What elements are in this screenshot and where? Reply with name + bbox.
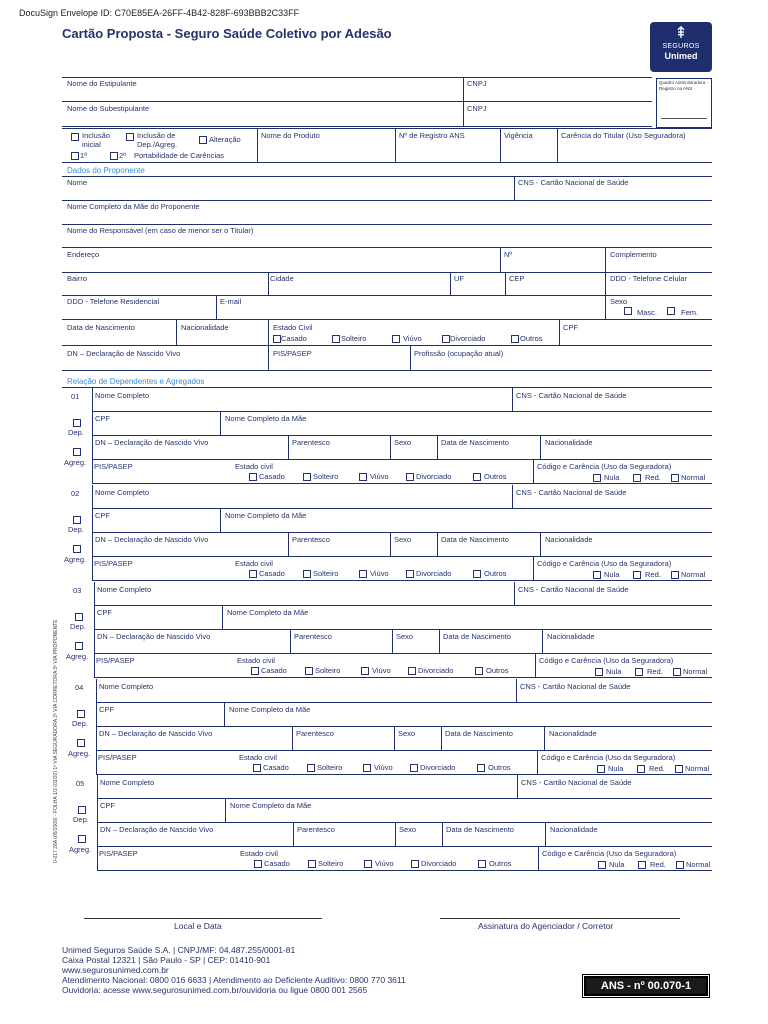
dep-nome-mae-label: Nome Completo da Mãe — [225, 511, 307, 520]
dep-cns-label: CNS - Cartão Nacional de Saúde — [518, 585, 629, 594]
dep-checkbox[interactable] — [75, 613, 83, 621]
dep-viuvo-checkbox[interactable] — [359, 473, 367, 481]
dep-sexo-label: Sexo — [394, 438, 412, 447]
dep-viuvo-label: Viúvo — [370, 472, 389, 481]
normal-label: Normal — [685, 764, 710, 773]
dep-divorciado-label: Divorciado — [420, 763, 456, 772]
dep-solteiro-checkbox[interactable] — [307, 764, 315, 772]
dep-label: Dep. — [68, 525, 84, 534]
dep-dn-label: DN – Declaração de Nascido Vivo — [95, 535, 209, 544]
cep-label: CEP — [509, 274, 525, 283]
dep-outros-label: Outros — [489, 859, 512, 868]
ans-box-label: Quadro Administradora - Registro na ANS — [659, 80, 709, 91]
dep-solteiro-label: Solteiro — [315, 666, 341, 675]
nula-checkbox[interactable] — [598, 861, 606, 869]
dep-parentesco-label: Parentesco — [292, 438, 330, 447]
proponente-nome-label: Nome — [67, 178, 88, 187]
dep-parentesco-label: Parentesco — [296, 729, 334, 738]
dep-outros-checkbox[interactable] — [473, 473, 481, 481]
dep-nascimento-label: Data de Nascimento — [443, 632, 511, 641]
dep-casado-checkbox[interactable] — [249, 473, 257, 481]
dep-label: Dep. — [72, 719, 88, 728]
dep-pis-label: PIS/PASEP — [96, 656, 135, 665]
agreg-label: Agreg. — [64, 555, 87, 564]
nascimento-label: Data de Nascimento — [67, 323, 135, 332]
second-label: 2ª — [119, 151, 126, 160]
dep-cpf-label: CPF — [95, 511, 110, 520]
dep-casado-label: Casado — [261, 666, 287, 675]
dep-divorciado-checkbox[interactable] — [408, 667, 416, 675]
dep-viuvo-checkbox[interactable] — [359, 570, 367, 578]
ans-number-badge: ANS - nº 00.070-1 — [584, 976, 708, 996]
dep-parentesco-label: Parentesco — [294, 632, 332, 641]
dep-sexo-label: Sexo — [396, 632, 414, 641]
red-checkbox[interactable] — [638, 861, 646, 869]
inclusao-dep-checkbox[interactable] — [126, 133, 134, 141]
dep-nascimento-label: Data de Nascimento — [441, 535, 509, 544]
proponente-section-title: Dados do Proponente — [67, 166, 145, 175]
divorciado-label: Divorciado — [450, 334, 486, 343]
dep-solteiro-label: Solteiro — [318, 859, 344, 868]
dep-sexo-label: Sexo — [398, 729, 416, 738]
dep-solteiro-label: Solteiro — [313, 472, 339, 481]
dep-nacionalidade-label: Nacionalidade — [550, 825, 598, 834]
dep-divorciado-checkbox[interactable] — [406, 473, 414, 481]
dep-checkbox[interactable] — [73, 419, 81, 427]
red-checkbox[interactable] — [633, 474, 641, 482]
agreg-label: Agreg. — [66, 652, 89, 661]
red-label: Red. — [647, 667, 663, 676]
normal-label: Normal — [681, 570, 706, 579]
first-label: 1ª — [80, 151, 87, 160]
dep-dn-label: DN – Declaração de Nascido Vivo — [95, 438, 209, 447]
dep-divorciado-label: Divorciado — [418, 666, 454, 675]
ddd-celular-label: DDD - Telefone Celular — [610, 274, 687, 283]
normal-checkbox[interactable] — [676, 861, 684, 869]
cnpj-subestipulante-label: CNPJ — [467, 104, 487, 113]
local-data-label: Local e Data — [174, 921, 222, 931]
dep-estado-civil-label: Estado civil — [235, 559, 273, 568]
second-checkbox[interactable] — [110, 152, 118, 160]
red-label: Red. — [649, 764, 665, 773]
footer-ouvidoria: Ouvidoria: acesse www.segurosunimed.com.br/ouvidoria ou ligue 0800 001 2565 — [62, 985, 368, 995]
unimed-logo-icon: ⇞ — [674, 25, 688, 42]
red-label: Red. — [645, 473, 661, 482]
dep-cns-label: CNS - Cartão Nacional de Saúde — [521, 778, 632, 787]
proponente-nome-mae-label: Nome Completo da Mãe do Proponente — [67, 202, 200, 211]
dep-cpf-label: CPF — [97, 608, 112, 617]
dependente-number: 04 — [75, 683, 84, 692]
dep-casado-label: Casado — [263, 763, 289, 772]
nula-label: Nula — [604, 570, 620, 579]
dep-outros-label: Outros — [484, 472, 507, 481]
dep-solteiro-checkbox[interactable] — [303, 473, 311, 481]
logo-line1: SEGUROS — [662, 43, 700, 50]
inclusao-dep-label: Inclusão de Dep./Agreg. — [137, 131, 178, 149]
inclusao-inicial-label: Inclusão inicial — [82, 131, 110, 149]
dep-outros-label: Outros — [484, 569, 507, 578]
estipulante-label: Nome do Estipulante — [67, 79, 137, 88]
sexo-label: Sexo — [610, 297, 628, 306]
uf-label: UF — [454, 274, 464, 283]
dep-casado-checkbox[interactable] — [254, 860, 262, 868]
dep-casado-checkbox[interactable] — [253, 764, 261, 772]
normal-checkbox[interactable] — [675, 765, 683, 773]
red-label: Red. — [650, 860, 666, 869]
agreg-checkbox[interactable] — [73, 545, 81, 553]
viuvo-checkbox[interactable] — [392, 335, 400, 343]
portabilidade-label: Portabilidade de Carências — [134, 151, 225, 160]
dep-solteiro-label: Solteiro — [317, 763, 343, 772]
dependente-number: 05 — [76, 779, 85, 788]
dep-nome-mae-label: Nome Completo da Mãe — [227, 608, 309, 617]
dep-nome-completo-label: Nome Completo — [95, 488, 150, 497]
dep-pis-label: PIS/PASEP — [98, 753, 137, 762]
agreg-checkbox[interactable] — [77, 739, 85, 747]
solteiro-checkbox[interactable] — [332, 335, 340, 343]
dependente-number: 02 — [71, 489, 80, 498]
dep-nacionalidade-label: Nacionalidade — [545, 535, 593, 544]
dep-dn-label: DN – Declaração de Nascido Vivo — [99, 729, 213, 738]
dep-outros-checkbox[interactable] — [475, 667, 483, 675]
dep-outros-label: Outros — [488, 763, 511, 772]
dep-cns-label: CNS - Cartão Nacional de Saúde — [516, 488, 627, 497]
nula-checkbox[interactable] — [597, 765, 605, 773]
dep-divorciado-label: Divorciado — [416, 569, 452, 578]
red-checkbox[interactable] — [633, 571, 641, 579]
dep-nacionalidade-label: Nacionalidade — [549, 729, 597, 738]
normal-label: Normal — [683, 667, 708, 676]
dep-solteiro-checkbox[interactable] — [308, 860, 316, 868]
alteracao-checkbox[interactable] — [199, 136, 207, 144]
vigencia-label: Vigência — [504, 131, 533, 140]
assinatura-label: Assinatura do Agenciador / Corretor — [478, 921, 614, 931]
proponente-cns-label: CNS - Cartão Nacional de Saúde — [518, 178, 629, 187]
agreg-checkbox[interactable] — [78, 835, 86, 843]
carencia-titular-label: Carência do Titular (Uso Seguradora) — [561, 131, 686, 140]
dep-casado-label: Casado — [259, 472, 285, 481]
dep-solteiro-checkbox[interactable] — [305, 667, 313, 675]
normal-label: Normal — [681, 473, 706, 482]
dep-outros-label: Outros — [486, 666, 509, 675]
dep-estado-civil-label: Estado civil — [239, 753, 277, 762]
dep-casado-label: Casado — [259, 569, 285, 578]
outros-label: Outros — [520, 334, 543, 343]
dep-nacionalidade-label: Nacionalidade — [547, 632, 595, 641]
dep-codigo-label: Código e Carência (Uso da Seguradora) — [537, 462, 672, 471]
footer-website[interactable]: www.segurosunimed.com.br — [62, 965, 169, 975]
red-checkbox[interactable] — [635, 668, 643, 676]
dep-outros-checkbox[interactable] — [477, 764, 485, 772]
dep-outros-checkbox[interactable] — [478, 860, 486, 868]
dep-parentesco-label: Parentesco — [292, 535, 330, 544]
email-label: E-mail — [220, 297, 242, 306]
dep-viuvo-label: Viúvo — [374, 763, 393, 772]
dep-solteiro-checkbox[interactable] — [303, 570, 311, 578]
dep-cns-label: CNS - Cartão Nacional de Saúde — [520, 682, 631, 691]
dep-nome-completo-label: Nome Completo — [100, 778, 155, 787]
first-checkbox[interactable] — [71, 152, 79, 160]
dep-codigo-label: Código e Carência (Uso da Seguradora) — [542, 849, 677, 858]
dep-estado-civil-label: Estado civil — [235, 462, 273, 471]
proponente-cpf-label: CPF — [563, 323, 578, 332]
masc-label: Masc. — [637, 308, 658, 317]
nacionalidade-label: Nacionalidade — [181, 323, 229, 332]
agreg-label: Agreg. — [68, 749, 91, 758]
divorciado-checkbox[interactable] — [442, 335, 450, 343]
dep-parentesco-label: Parentesco — [297, 825, 335, 834]
ans-registry-box — [656, 78, 712, 128]
nula-checkbox[interactable] — [593, 474, 601, 482]
logo-line2: Unimed — [664, 51, 698, 61]
footer-address: Caixa Postal 12321 | São Paulo - SP | CEP: 01410-901 — [62, 955, 271, 965]
dep-pis-label: PIS/PASEP — [94, 559, 133, 568]
viuvo-label: Viúvo — [403, 334, 422, 343]
dep-nascimento-label: Data de Nascimento — [441, 438, 509, 447]
dep-nascimento-label: Data de Nascimento — [445, 729, 513, 738]
dep-dn-label: DN – Declaração de Nascido Vivo — [100, 825, 214, 834]
registro-ans-label: Nº de Registro ANS — [399, 131, 465, 140]
dep-viuvo-checkbox[interactable] — [363, 764, 371, 772]
outros-checkbox[interactable] — [511, 335, 519, 343]
dep-viuvo-checkbox[interactable] — [361, 667, 369, 675]
dependente-number: 03 — [73, 586, 82, 595]
estado-civil-label: Estado Civil — [273, 323, 313, 332]
subestipulante-label: Nome do Subestipulante — [67, 104, 150, 113]
dep-casado-label: Casado — [264, 859, 290, 868]
dep-viuvo-label: Viúvo — [370, 569, 389, 578]
dependentes-section-title: Relação de Dependentes e Agregados — [67, 377, 205, 386]
dep-label: Dep. — [70, 622, 86, 631]
dep-viuvo-checkbox[interactable] — [364, 860, 372, 868]
nula-checkbox[interactable] — [593, 571, 601, 579]
dep-divorciado-checkbox[interactable] — [406, 570, 414, 578]
numero-label: Nº — [504, 250, 513, 259]
dep-pis-label: PIS/PASEP — [99, 849, 138, 858]
dep-nome-completo-label: Nome Completo — [95, 391, 150, 400]
fem-label: Fem. — [681, 308, 699, 317]
cidade-label: Cidade — [270, 274, 294, 283]
dep-divorciado-label: Divorciado — [421, 859, 457, 868]
proponente-pis-label: PIS/PASEP — [273, 349, 312, 358]
dep-nome-mae-label: Nome Completo da Mãe — [229, 705, 311, 714]
red-checkbox[interactable] — [637, 765, 645, 773]
nula-label: Nula — [604, 473, 620, 482]
footer-company: Unimed Seguros Saúde S.A. | CNPJ/MF: 04.487.255/0001-81 — [62, 945, 296, 955]
nula-checkbox[interactable] — [595, 668, 603, 676]
dep-pis-label: PIS/PASEP — [94, 462, 133, 471]
casado-label: Casado — [281, 334, 307, 343]
alteracao-label: Alteração — [209, 135, 241, 144]
normal-label: Normal — [686, 860, 711, 869]
dep-sexo-label: Sexo — [399, 825, 417, 834]
cnpj-estipulante-label: CNPJ — [467, 79, 487, 88]
dep-nome-completo-label: Nome Completo — [99, 682, 154, 691]
dep-solteiro-label: Solteiro — [313, 569, 339, 578]
agreg-checkbox[interactable] — [75, 642, 83, 650]
nula-label: Nula — [608, 764, 624, 773]
dep-cpf-label: CPF — [99, 705, 114, 714]
dep-casado-checkbox[interactable] — [249, 570, 257, 578]
ddd-residencial-label: DDD - Telefone Residencial — [67, 297, 159, 306]
dep-checkbox[interactable] — [77, 710, 85, 718]
agreg-label: Agreg. — [64, 458, 87, 467]
dep-dn-label: DN – Declaração de Nascido Vivo — [97, 632, 211, 641]
footer-atendimento: Atendimento Nacional: 0800 016 6633 | Atendimento ao Deficiente Auditivo: 0800 770 3611 — [62, 975, 406, 985]
dep-outros-checkbox[interactable] — [473, 570, 481, 578]
dep-divorciado-checkbox[interactable] — [411, 860, 419, 868]
dep-viuvo-label: Viúvo — [375, 859, 394, 868]
dep-codigo-label: Código e Carência (Uso da Seguradora) — [541, 753, 676, 762]
dep-nome-mae-label: Nome Completo da Mãe — [225, 414, 307, 423]
masc-checkbox[interactable] — [624, 307, 632, 315]
solteiro-label: Solteiro — [341, 334, 367, 343]
side-document-code: 0-017 28A (05/2009) - FOLHA 1/3 (03/20) 1ª VIA SEGURADORA 2ª VIA CORRETORA 3ª VIA PROPONENTE — [53, 619, 59, 863]
page-title: Cartão Proposta - Seguro Saúde Coletivo por Adesão — [62, 26, 392, 41]
dep-label: Dep. — [68, 428, 84, 437]
nula-label: Nula — [609, 860, 625, 869]
dep-viuvo-label: Viúvo — [372, 666, 391, 675]
agreg-label: Agreg. — [69, 845, 92, 854]
proponente-dn-label: DN – Declaração de Nascido Vivo — [67, 349, 181, 358]
dep-estado-civil-label: Estado civil — [240, 849, 278, 858]
red-label: Red. — [645, 570, 661, 579]
dep-codigo-label: Código e Carência (Uso da Seguradora) — [539, 656, 674, 665]
dep-divorciado-label: Divorciado — [416, 472, 452, 481]
profissao-label: Profissão (ocupação atual) — [414, 349, 504, 358]
casado-checkbox[interactable] — [273, 335, 281, 343]
nula-label: Nula — [606, 667, 622, 676]
dep-checkbox[interactable] — [78, 806, 86, 814]
bairro-label: Bairro — [67, 274, 88, 283]
dep-casado-checkbox[interactable] — [251, 667, 259, 675]
dep-cpf-label: CPF — [100, 801, 115, 810]
dep-nacionalidade-label: Nacionalidade — [545, 438, 593, 447]
dep-nascimento-label: Data de Nascimento — [446, 825, 514, 834]
dep-label: Dep. — [73, 815, 89, 824]
normal-checkbox[interactable] — [671, 571, 679, 579]
envelope-id: DocuSign Envelope ID: C70E85EA-26FF-4B42-828F-693BBB2C33FF — [19, 8, 300, 18]
normal-checkbox[interactable] — [671, 474, 679, 482]
dep-nome-completo-label: Nome Completo — [97, 585, 152, 594]
dependente-number: 01 — [71, 392, 80, 401]
dep-sexo-label: Sexo — [394, 535, 412, 544]
fem-checkbox[interactable] — [667, 307, 675, 315]
inclusao-inicial-checkbox[interactable] — [71, 133, 79, 141]
responsavel-label: Nome do Responsável (em caso de menor ser o Titular) — [67, 226, 254, 235]
dep-checkbox[interactable] — [73, 516, 81, 524]
dep-estado-civil-label: Estado civil — [237, 656, 275, 665]
normal-checkbox[interactable] — [673, 668, 681, 676]
dep-divorciado-checkbox[interactable] — [410, 764, 418, 772]
dep-cpf-label: CPF — [95, 414, 110, 423]
endereco-label: Endereço — [67, 250, 100, 259]
dep-codigo-label: Código e Carência (Uso da Seguradora) — [537, 559, 672, 568]
dep-cns-label: CNS - Cartão Nacional de Saúde — [516, 391, 627, 400]
nome-produto-label: Nome do Produto — [261, 131, 320, 140]
complemento-label: Complemento — [610, 250, 657, 259]
agreg-checkbox[interactable] — [73, 448, 81, 456]
dep-nome-mae-label: Nome Completo da Mãe — [230, 801, 312, 810]
seguros-unimed-logo — [650, 22, 712, 72]
